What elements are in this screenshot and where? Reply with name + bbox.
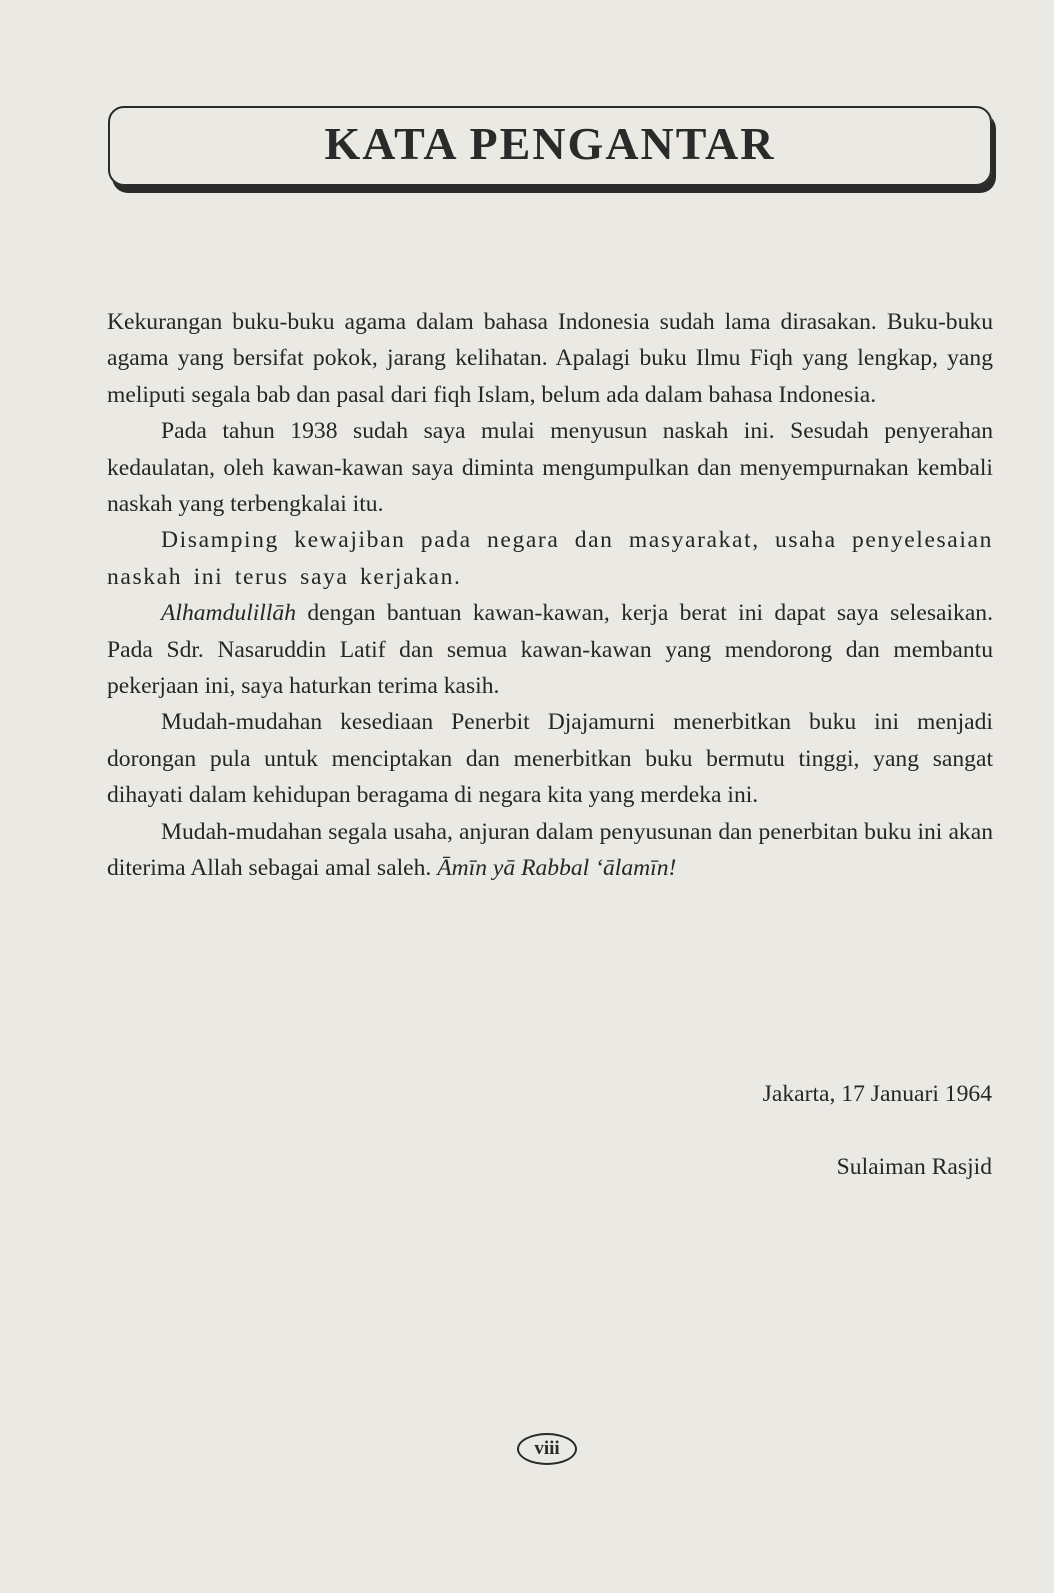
title-frame bbox=[108, 106, 992, 186]
paragraph-2: Pada tahun 1938 sudah saya mulai menyusun naskah ini. Sesudah penyerahan kedaulatan, oleh kawan-kawan saya diminta mengumpulkan dan menyempurnakan kembali naskah yang terbengkalai itu. bbox=[107, 418, 993, 518]
body-text bbox=[107, 304, 993, 887]
place-date: Jakarta, 17 Januari 1964 bbox=[762, 1081, 992, 1107]
paragraph-4 bbox=[107, 595, 993, 704]
paragraph-3: Disamping kewajiban pada negara dan masyarakat, usaha penyelesaian naskah ini terus saya kerjakan. bbox=[107, 527, 993, 590]
page-title: KATA PENGANTAR bbox=[324, 117, 776, 169]
paragraph-4-text: dengan bantuan kawan-kawan, kerja berat ini dapat saya selesaikan. Pada Sdr. Nasaruddin Latif dan semua kawan-kawan yang mendorong dan membantu pekerjaan ini, saya haturkan terima kasih. bbox=[107, 600, 993, 700]
author-signature: Sulaiman Rasjid bbox=[836, 1154, 992, 1180]
paragraph-4-italic: Alhamdulillāh bbox=[161, 600, 297, 627]
paragraph-6-text: Mudah-mudahan segala usaha, anjuran dalam penyusunan dan penerbitan buku ini akan diterima Allah sebagai amal saleh. bbox=[107, 818, 993, 882]
page-number: viii bbox=[517, 1433, 577, 1465]
paragraph-6-italic: Āmīn yā Rabbal ‘ālamīn! bbox=[437, 855, 677, 882]
paragraph-5: Mudah-mudahan kesediaan Penerbit Djajamurni menerbitkan buku ini menjadi dorongan pula untuk menciptakan dan menerbitkan buku bermutu tinggi, yang sangat dihayati dalam kehidupan beragama di negara kita yang merdeka ini. bbox=[107, 709, 993, 809]
paragraph-6 bbox=[107, 814, 993, 887]
paragraph-1: Kekurangan buku-buku agama dalam bahasa Indonesia sudah lama dirasakan. Buku-buku agama yang bersifat pokok, jarang kelihatan. Apalagi buku Ilmu Fiqh yang lengkap, yang meliputi segala bab dan pasal dari fiqh Islam, belum ada dalam bahasa Indonesia. bbox=[107, 309, 993, 408]
